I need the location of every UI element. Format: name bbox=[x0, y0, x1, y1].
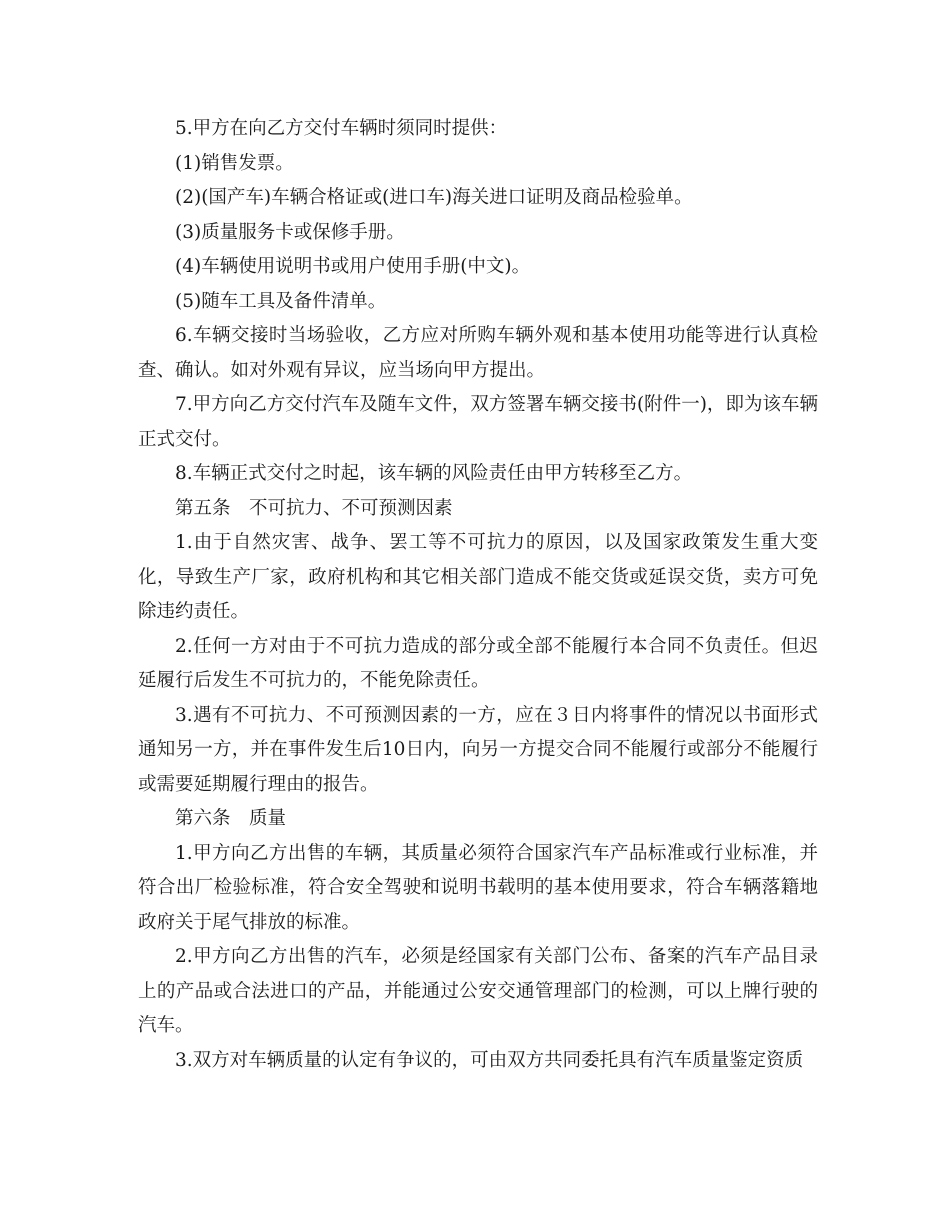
paragraph-quality-1: 1.甲方向乙方出售的车辆，其质量必须符合国家汽车产品标准或行业标准，并符合出厂检验标准，符合安全驾驶和说明书载明的基本使用要求，符合车辆落籍地政府关于尾气排放的标准。 bbox=[138, 842, 818, 933]
paragraph-inspection: 6.车辆交接时当场验收，乙方应对所购车辆外观和基本使用功能等进行认真检查、确认。如对外观有异议，应当场向甲方提出。 bbox=[138, 325, 818, 381]
list-item-manual: (4)车辆使用说明书或用户使用手册(中文)。 bbox=[175, 256, 531, 277]
paragraph-quality-3: 3.双方对车辆质量的认定有争议的，可由双方共同委托具有汽车质量鉴定资质 bbox=[175, 1049, 804, 1071]
paragraph-risk-transfer: 8.车辆正式交付之时起，该车辆的风险责任由甲方转移至乙方。 bbox=[175, 463, 693, 484]
paragraph-quality-2: 2.甲方向乙方出售的汽车，必须是经国家有关部门公布、备案的汽车产品目录上的产品或合法进口的产品，并能通过公安交通管理部门的检测，可以上牌行驶的汽车。 bbox=[138, 946, 818, 1036]
paragraph-force-majeure-3: 3.遇有不可抗力、不可预测因素的一方，应在３日内将事件的情况以书面形式通知另一方，并在事件发生后10日内，向另一方提交合同不能履行或部分不能履行或需要延期履行理由的报告。 bbox=[138, 704, 818, 795]
document-page bbox=[138, 112, 818, 1078]
paragraph-force-majeure-1: 1.由于自然灾害、战争、罢工等不可抗力的原因，以及国家政策发生重大变化，导致生产厂家，政府机构和其它相关部门造成不能交货或延误交货，卖方可免除违约责任。 bbox=[138, 532, 818, 622]
list-item-sales-invoice: (1)销售发票。 bbox=[175, 152, 294, 174]
paragraph-force-majeure-2: 2.任何一方对由于不可抗力造成的部分或全部不能履行本合同不负责任。但迟延履行后发生不可抗力的，不能免除责任。 bbox=[138, 635, 818, 691]
list-item-warranty: (3)质量服务卡或保修手册。 bbox=[175, 221, 405, 243]
list-item-tools: (5)随车工具及备件清单。 bbox=[175, 290, 387, 312]
list-item-certificate: (2)(国产车)车辆合格证或(进口车)海关进口证明及商品检验单。 bbox=[175, 187, 693, 208]
paragraph-delivery-documents: 5.甲方在向乙方交付车辆时须同时提供： bbox=[175, 118, 508, 139]
section-heading-article-6: 第六条 质量 bbox=[175, 808, 287, 829]
section-heading-article-5: 第五条 不可抗力、不可预测因素 bbox=[175, 497, 453, 519]
paragraph-handover: 7.甲方向乙方交付汽车及随车文件，双方签署车辆交接书(附件一)，即为该车辆正式交付。 bbox=[138, 394, 818, 450]
